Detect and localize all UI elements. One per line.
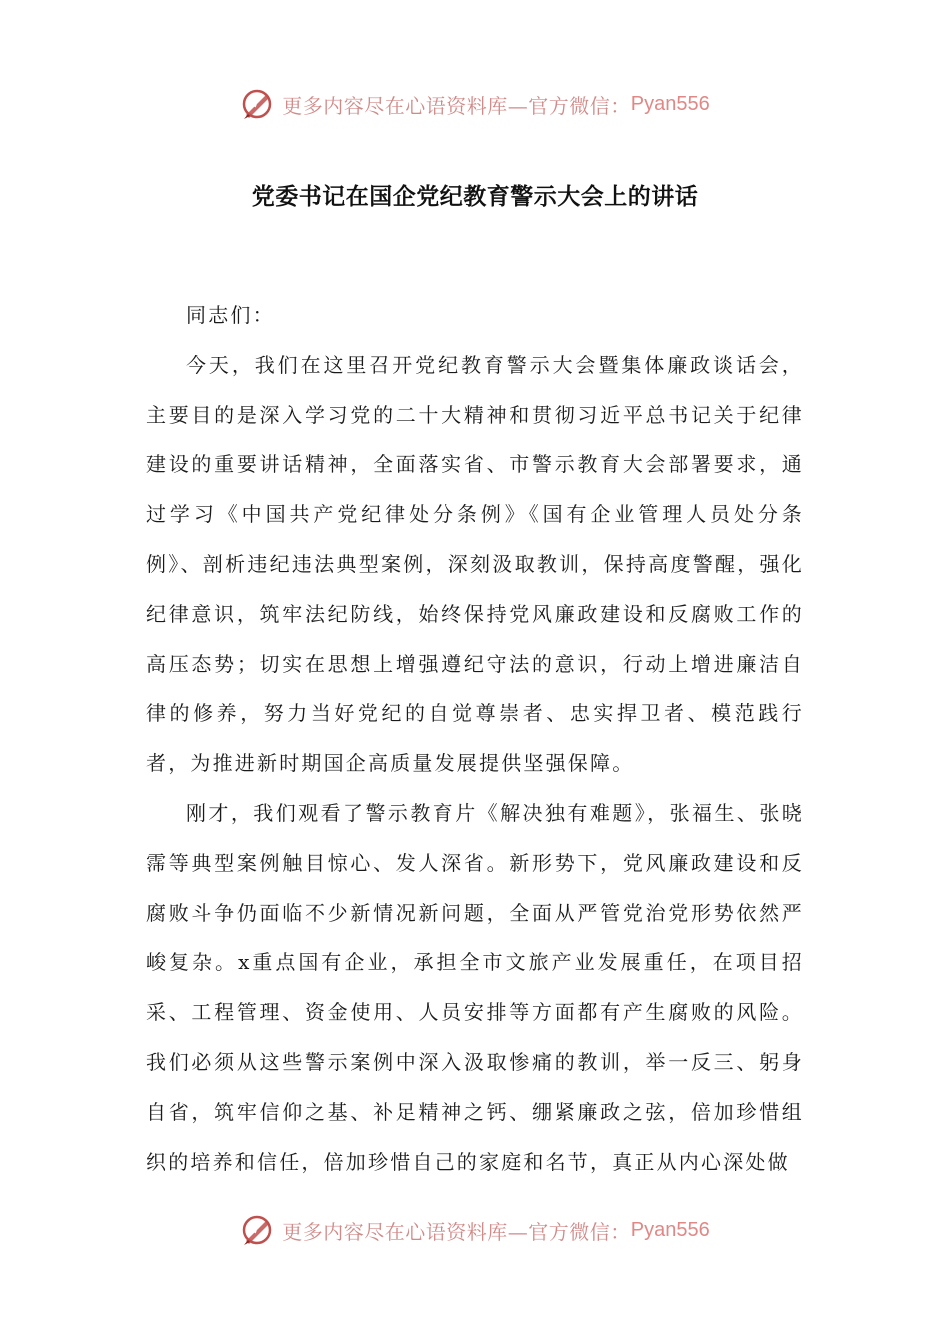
paragraph: 刚才，我们观看了警示教育片《解决独有难题》，张福生、张晓霈等典型案例触目惊心、发人深省。新形势下，党风廉政建设和反腐败斗争仍面临不少新情况新问题，全面从严管党治党形势依然严峻复杂。x重点国有企业，承担全市文旅产业发展重任，在项目招采、工程管理、资金使用、人员安排等方面都有产生腐败的风险。我们必须从这些警示案例中深入汲取惨痛的教训，举一反三、躬身自省，筑牢信仰之基、补足精神之钙、绷紧廉政之弦，倍加珍惜组织的培养和信任，倍加珍惜自己的家庭和名节，真正从内心深处做 bbox=[146, 800, 804, 1174]
pen-logo-icon bbox=[240, 87, 274, 121]
watermark-handle: Pyan556 bbox=[630, 92, 710, 115]
pen-logo-icon bbox=[240, 1213, 274, 1247]
salutation: 同志们： bbox=[186, 303, 275, 327]
watermark-text: 更多内容尽在心语资料库—官方微信： bbox=[282, 1219, 631, 1244]
document-title: 党委书记在国企党纪教育警示大会上的讲话 bbox=[251, 184, 699, 210]
paragraph: 今天，我们在这里召开党纪教育警示大会暨集体廉政谈话会，主要目的是深入学习党的二十大精神和贯彻习近平总书记关于纪律建设的重要讲话精神，全面落实省、市警示教育大会部署要求，通过学习《中国共产党纪律处分条例》《国有企业管理人员处分条例》、剖析违纪违法典型案例，深刻汲取教训，保持高度警醒，强化纪律意识，筑牢法纪防线，始终保持党风廉政建设和反腐败工作的高压态势；切实在思想上增强遵纪守法的意识，行动上增进廉洁自律的修养，努力当好党纪的自觉尊崇者、忠实捍卫者、模范践行者，为推进新时期国企高质量发展提供坚强保障。 bbox=[146, 352, 804, 776]
document-body bbox=[146, 291, 804, 1187]
watermark-footer bbox=[0, 1210, 950, 1250]
watermark-text: 更多内容尽在心语资料库—官方微信： bbox=[282, 93, 631, 118]
watermark-header bbox=[0, 84, 950, 124]
watermark-handle: Pyan556 bbox=[630, 1218, 710, 1241]
